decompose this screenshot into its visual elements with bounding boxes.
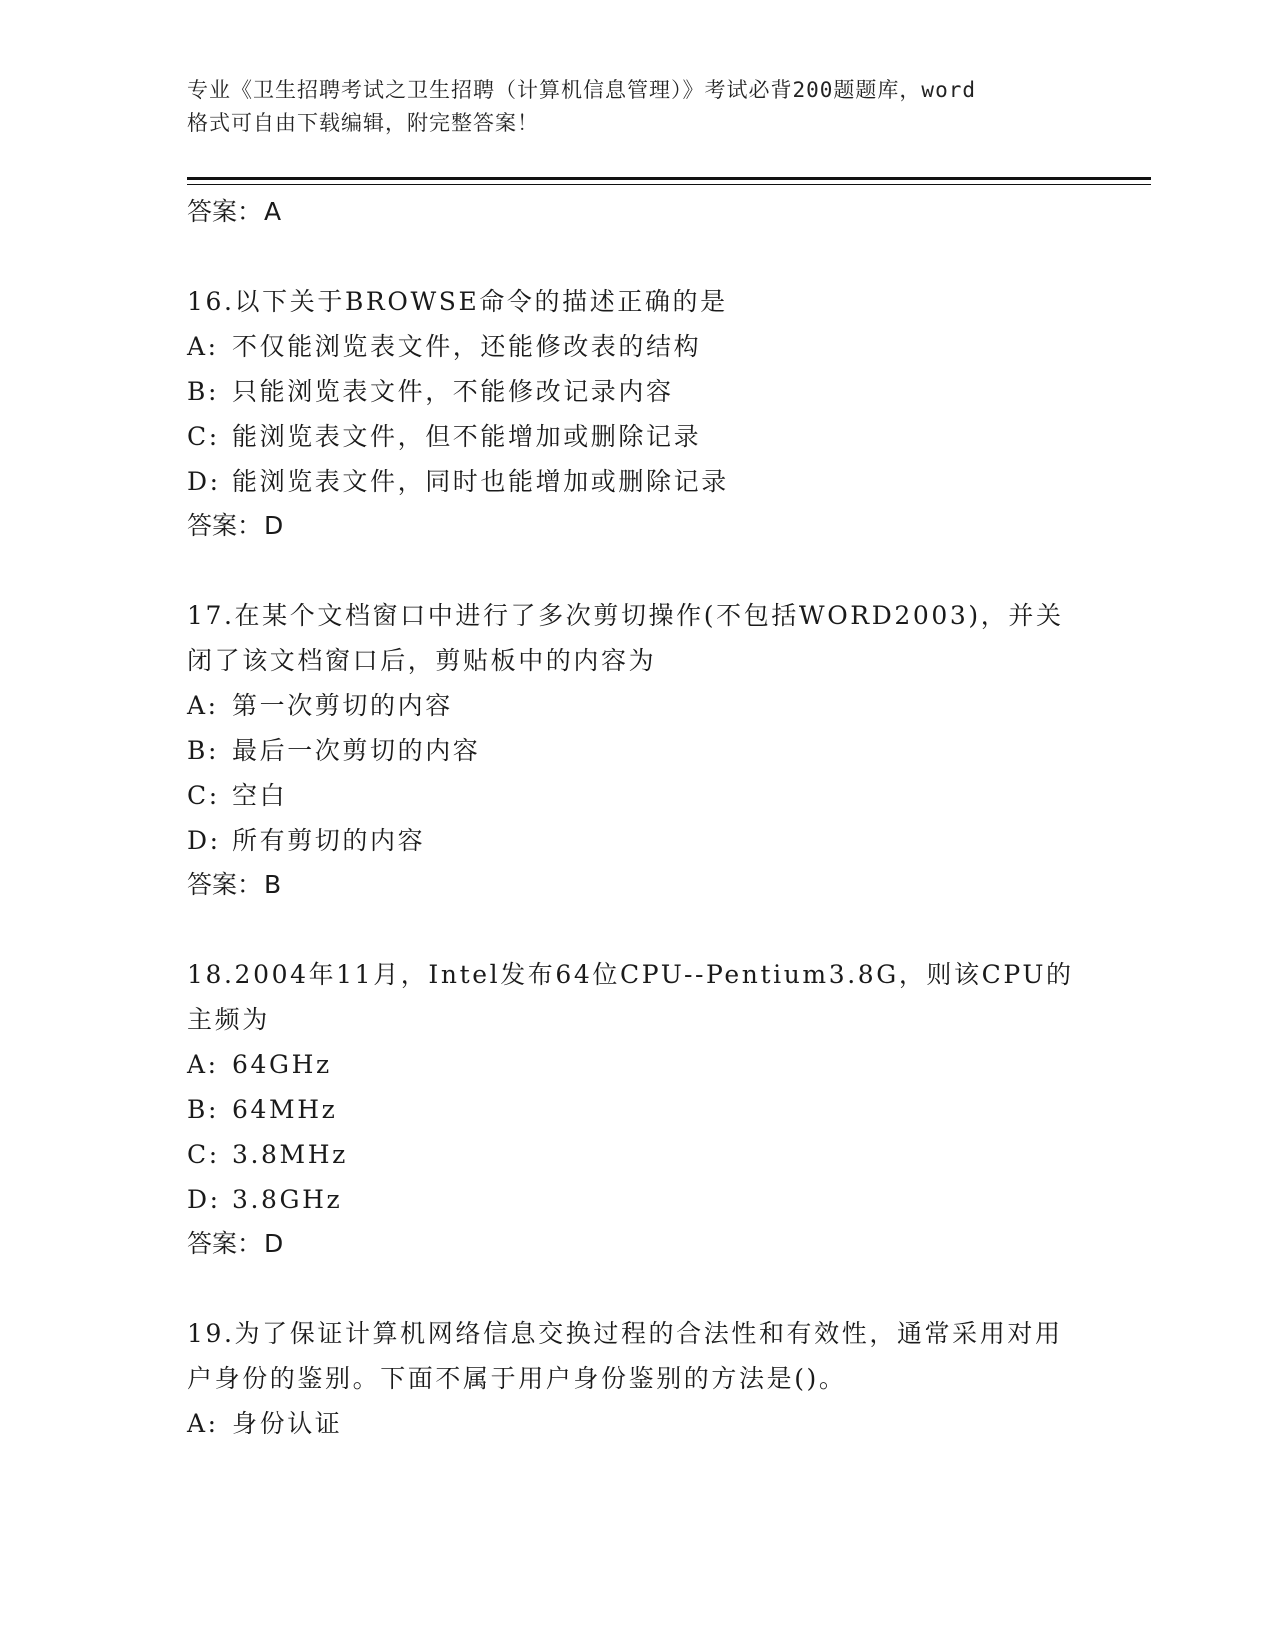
- option-key: A:: [187, 691, 219, 720]
- option-text: 第一次剪切的内容: [232, 691, 453, 720]
- option-key: A:: [187, 332, 219, 361]
- option-text: 最后一次剪切的内容: [232, 736, 481, 765]
- option-key: D:: [187, 1185, 221, 1214]
- option-text: 3.8GHz: [232, 1185, 343, 1214]
- option-d: [187, 1177, 1087, 1222]
- answer-value: A: [264, 197, 282, 226]
- answer-value: D: [264, 1229, 284, 1258]
- option-b: [187, 728, 1087, 773]
- answer-line: [187, 504, 1087, 548]
- answer-label: 答案：: [187, 870, 263, 899]
- option-text: 64MHz: [232, 1095, 338, 1124]
- header-rule-thin: [187, 184, 1151, 185]
- answer-line: [187, 190, 1087, 234]
- option-text: 能浏览表文件，同时也能增加或删除记录: [232, 467, 729, 496]
- option-d: [187, 818, 1087, 863]
- question-text: 19.为了保证计算机网络信息交换过程的合法性和有效性，通常采用对用户身份的鉴别。下面不属于用户身份鉴别的方法是()。: [187, 1319, 1063, 1393]
- answer-label: 答案：: [187, 511, 263, 540]
- answer-value: B: [264, 870, 282, 899]
- option-text: 3.8MHz: [232, 1140, 348, 1169]
- option-key: D:: [187, 826, 221, 855]
- question-16: [187, 279, 1087, 548]
- option-b: [187, 1087, 1087, 1132]
- option-b: [187, 369, 1087, 414]
- document-body: [187, 190, 1087, 1446]
- document-header: [187, 74, 1087, 140]
- question-text: 18.2004年11月，Intel发布64位CPU--Pentium3.8G，则该CPU的主频为: [187, 960, 1074, 1034]
- header-line-2: 格式可自由下载编辑，附完整答案！: [187, 111, 539, 135]
- option-a: [187, 1042, 1087, 1087]
- option-d: [187, 459, 1087, 504]
- answer-label: 答案：: [187, 1229, 263, 1258]
- option-text: 身份认证: [232, 1409, 343, 1438]
- question-18: [187, 952, 1087, 1266]
- header-line-1: 专业《卫生招聘考试之卫生招聘（计算机信息管理）》考试必背200题题库，word: [187, 78, 976, 102]
- option-c: [187, 773, 1087, 818]
- option-key: B:: [187, 1095, 219, 1124]
- question-text: 16.以下关于BROWSE命令的描述正确的是: [187, 287, 728, 316]
- option-text: 64GHz: [232, 1050, 332, 1079]
- question-19: [187, 1311, 1087, 1446]
- option-key: A:: [187, 1050, 219, 1079]
- option-key: C:: [187, 1140, 220, 1169]
- option-text: 只能浏览表文件，不能修改记录内容: [232, 377, 674, 406]
- option-text: 能浏览表文件，但不能增加或删除记录: [232, 422, 702, 451]
- option-key: B:: [187, 377, 219, 406]
- option-a: [187, 683, 1087, 728]
- option-key: C:: [187, 422, 220, 451]
- option-key: A:: [187, 1409, 219, 1438]
- option-key: C:: [187, 781, 220, 810]
- option-c: [187, 414, 1087, 459]
- option-text: 不仅能浏览表文件，还能修改表的结构: [232, 332, 702, 361]
- answer-value: D: [264, 511, 284, 540]
- question-text: 17.在某个文档窗口中进行了多次剪切操作(不包括WORD2003)，并关闭了该文档窗口后，剪贴板中的内容为: [187, 601, 1064, 675]
- header-rule-thick: [187, 177, 1151, 180]
- option-key: B:: [187, 736, 219, 765]
- answer-line: [187, 1222, 1087, 1266]
- option-a: [187, 324, 1087, 369]
- answer-label: 答案：: [187, 197, 263, 226]
- answer-line: [187, 863, 1087, 907]
- option-text: 空白: [232, 781, 288, 810]
- option-key: D:: [187, 467, 221, 496]
- option-a: [187, 1401, 1087, 1446]
- option-text: 所有剪切的内容: [232, 826, 426, 855]
- question-17: [187, 593, 1087, 907]
- option-c: [187, 1132, 1087, 1177]
